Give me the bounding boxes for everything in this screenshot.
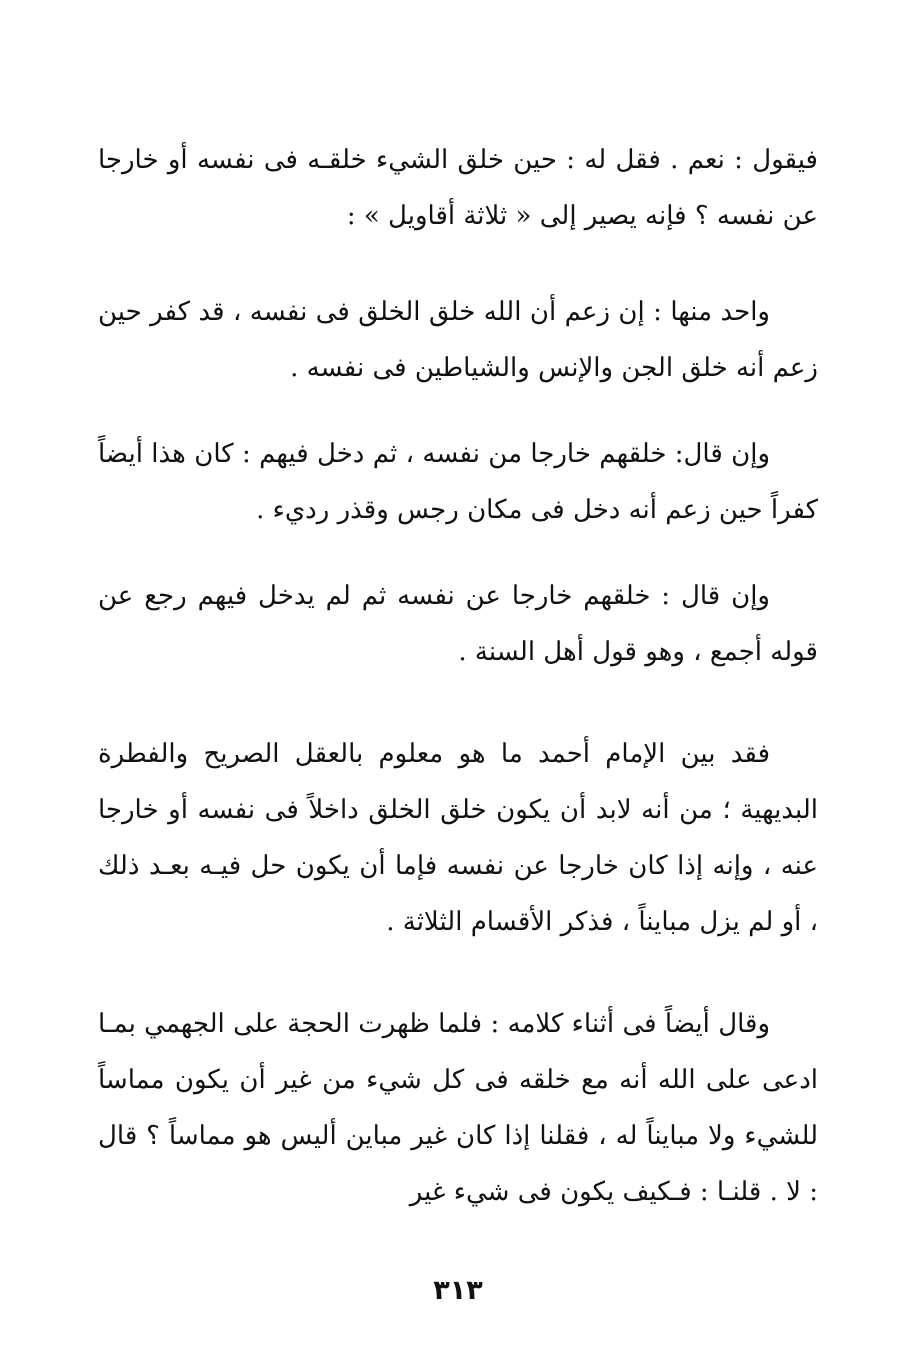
paragraph-4: وإن قال : خلقهم خارجا عن نفسه ثم لم يدخل فيهم رجع عن قوله أجمع ، وهو قول أهل السنة . [98, 581, 818, 667]
paragraph-5: فقد بين الإمام أحمد ما هو معلوم بالعقل الصريح والفطرة البديهية ؛ من أنه لابد أن يكون خلق الخلق داخلاً فى نفسه أو خارجا عنه ، وإنه إذا كان خارجا عن نفسه فإما أن يكون حل فيـه بعـد ذلك ، أو لم يزل مبايناً ، فذكر الأقسام الثلاثة . [98, 739, 819, 937]
page-number: ٣١٣ [433, 1275, 483, 1306]
paragraph-1: فيقول : نعم . فقل له : حين خلق الشيء خلقـه فى نفسه أو خارجا عن نفسه ؟ فإنه يصير إلى « ثلاثة أقاويل » : [98, 145, 818, 231]
paragraph-3: وإن قال: خلقهم خارجا من نفسه ، ثم دخل فيهم : كان هذا أيضاً كفراً حين زعم أنه دخل فى مكان رجس وقذر رديء . [98, 439, 818, 525]
body-text [98, 132, 818, 1220]
paragraph-2: واحد منها : إن زعم أن الله خلق الخلق فى نفسه ، قد كفر حين زعم أنه خلق الجن والإنس والشياطين فى نفسه . [98, 297, 818, 383]
paragraph-6: وقال أيضاً فى أثناء كلامه : فلما ظهرت الحجة على الجهمي بمـا ادعى على الله أنه مع خلقه فى كل شيء من غير أن يكون مماساً للشيء ولا مبايناً له ، فقلنا إذا كان غير مباين أليس هو مماساً ؟ قال : لا . قلنـا : فـكيف يكون فى شيء غير [98, 1009, 818, 1207]
